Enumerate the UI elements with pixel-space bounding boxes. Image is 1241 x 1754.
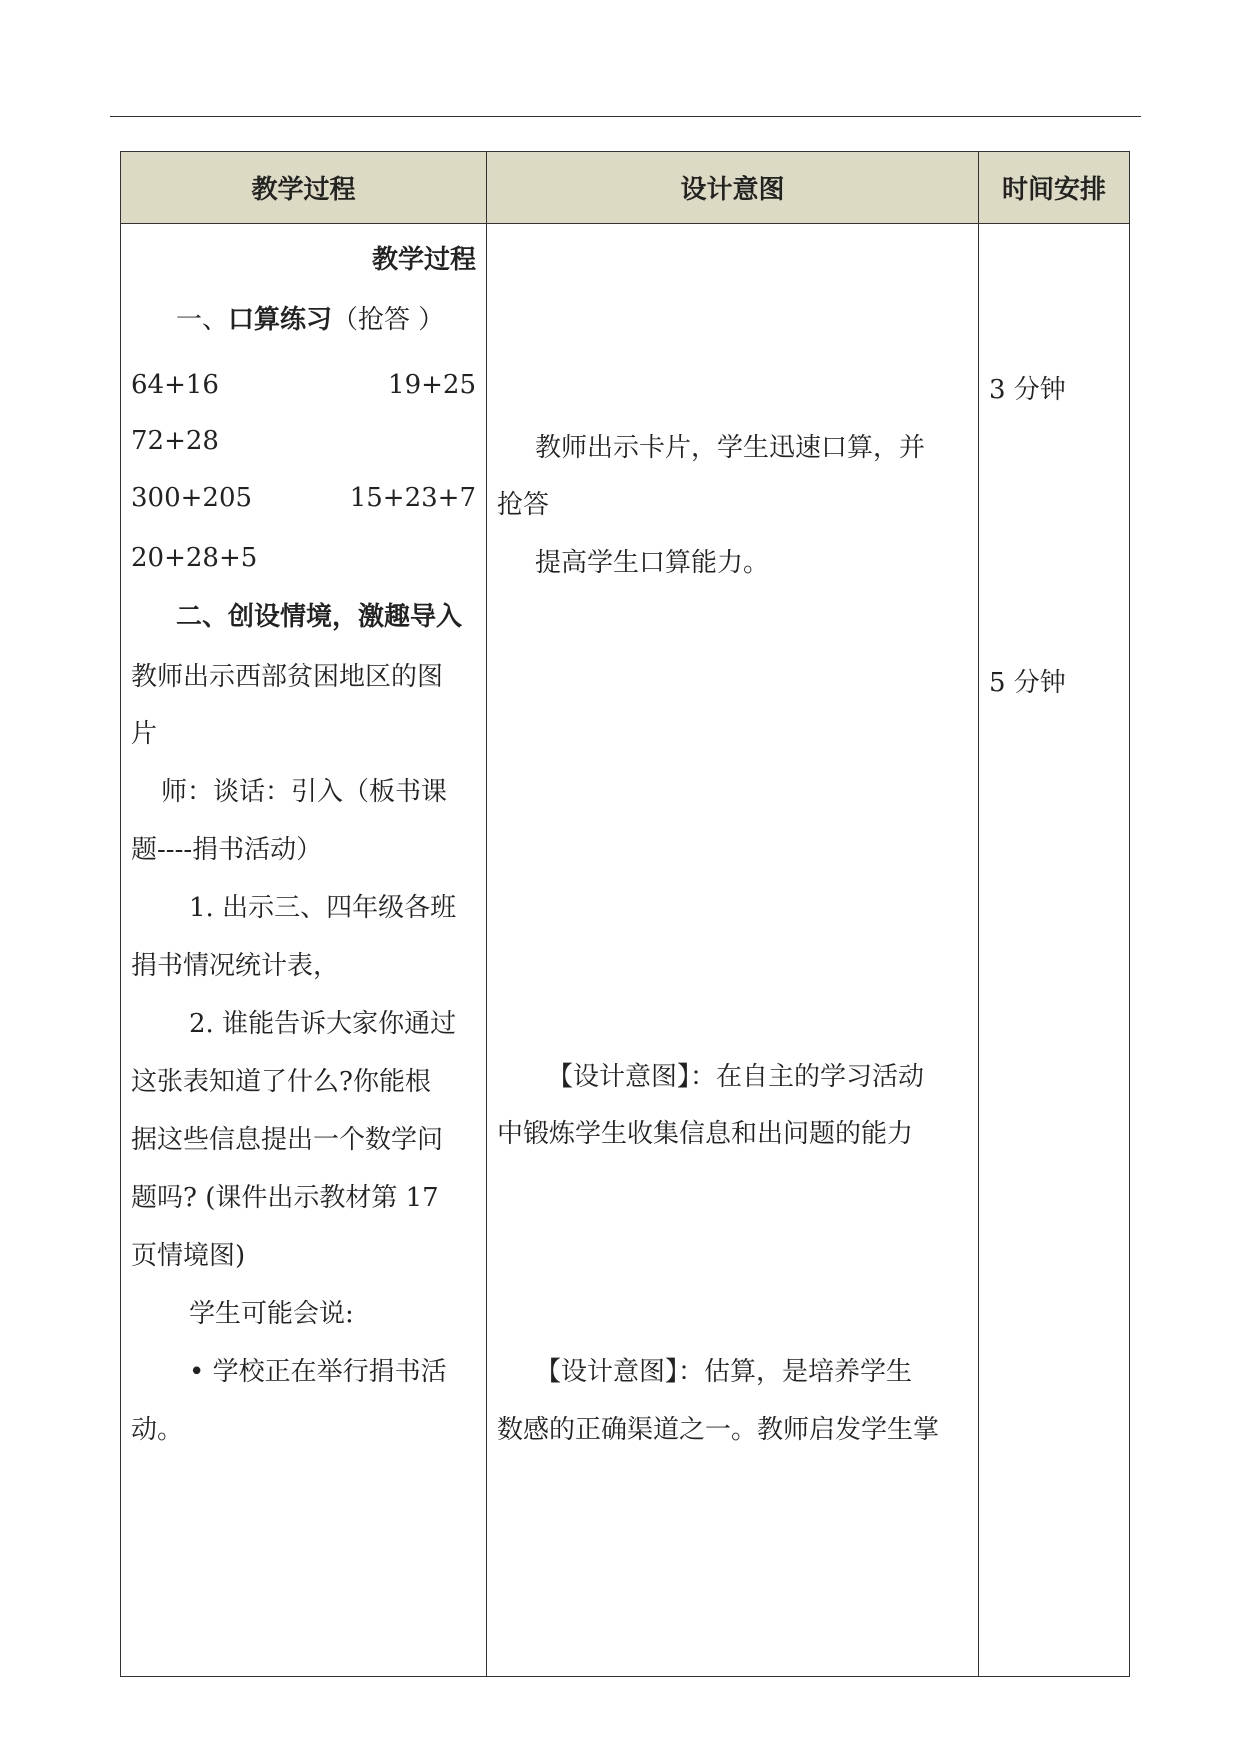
intent1-line1: 教师出示卡片，学生迅速口算，并 xyxy=(535,433,926,463)
lesson-plan-table xyxy=(120,151,1130,1677)
item2-line3: 据这些信息提出一个数学问 xyxy=(131,1125,444,1155)
time-cell xyxy=(979,224,1130,1677)
talk-line1: 师：谈话：引入（板书课 xyxy=(161,777,448,807)
header-intent: 设计意图 xyxy=(487,152,979,224)
intent3-line1: 【设计意图】：估算，是培养学生 xyxy=(535,1357,913,1387)
process-heading: 教学过程 xyxy=(371,245,476,275)
process-cell xyxy=(121,224,487,1677)
teacher-show-line1: 教师出示西部贫困地区的图 xyxy=(131,662,444,692)
item2-line1: 2. 谁能告诉大家你通过 xyxy=(189,1009,457,1039)
intent1-line3: 提高学生口算能力。 xyxy=(535,548,770,578)
calc-20-28-5: 20+28+5 xyxy=(131,543,258,573)
table-body-row xyxy=(121,224,1130,1677)
calc-19-25: 19+25 xyxy=(388,370,476,400)
bullet-line2: 动。 xyxy=(131,1415,184,1445)
time-5min: 5 分钟 xyxy=(989,668,1066,698)
section2-title: 二、创设情境，激趣导入 xyxy=(176,602,463,632)
intent2-line1: 【设计意图】：在自主的学习活动 xyxy=(547,1062,925,1092)
calc-72-28: 72+28 xyxy=(131,426,219,456)
header-process: 教学过程 xyxy=(121,152,487,224)
item1-line1: 1. 出示三、四年级各班 xyxy=(189,893,457,923)
intent2-line2: 中锻炼学生收集信息和出问题的能力 xyxy=(497,1119,914,1149)
item2-line5: 页情境图) xyxy=(131,1241,246,1271)
calc-15-23-7: 15+23+7 xyxy=(349,483,476,513)
section1-title: 一、口算练习（抢答 ） xyxy=(176,305,445,335)
intent3-line2: 数感的正确渠道之一。教师启发学生掌 xyxy=(497,1415,940,1445)
intent1-line2: 抢答 xyxy=(497,490,550,520)
students-say: 学生可能会说: xyxy=(189,1299,354,1329)
item2-line4: 题吗? (课件出示教材第 17 xyxy=(131,1183,439,1213)
item1-line2: 捐书情况统计表， xyxy=(131,951,340,981)
item2-line2: 这张表知道了什么?你能根 xyxy=(131,1067,431,1097)
bullet-line1: • 学校正在举行捐书活 xyxy=(189,1357,447,1387)
time-3min: 3 分钟 xyxy=(989,375,1066,405)
calc-64-16: 64+16 xyxy=(131,370,219,400)
calc-300-205: 300+205 xyxy=(131,483,253,513)
intent-cell xyxy=(487,224,979,1677)
header-time: 时间安排 xyxy=(979,152,1130,224)
talk-line2: 题----捐书活动） xyxy=(131,835,323,865)
table-header-row xyxy=(121,152,1130,224)
header-rule xyxy=(110,116,1141,117)
teacher-show-line2: 片 xyxy=(131,719,158,749)
